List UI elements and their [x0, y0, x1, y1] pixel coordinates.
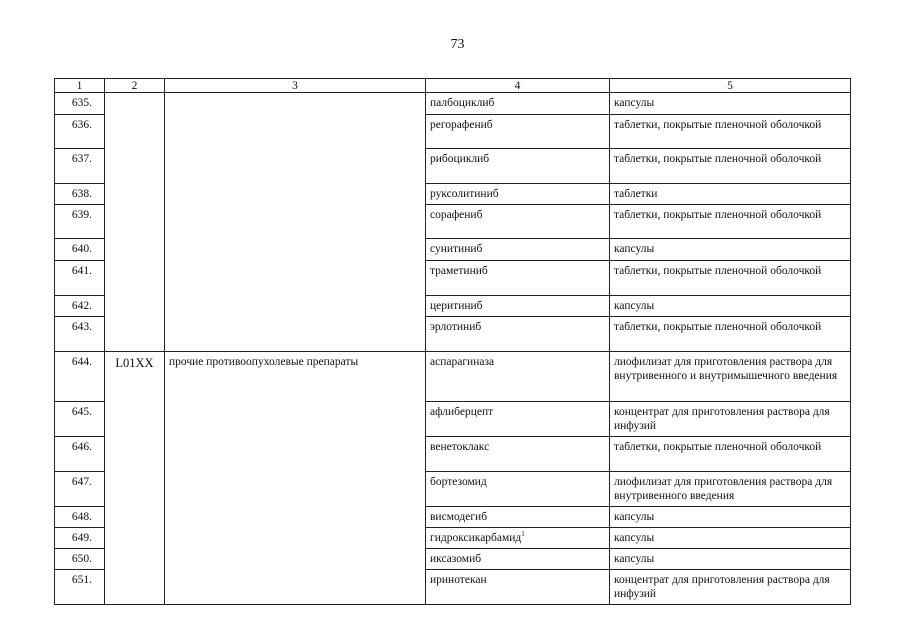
row-number: 636. [55, 115, 105, 149]
atc-code [105, 507, 165, 528]
dosage-form: капсулы [610, 296, 851, 317]
drug-name: траметиниб [430, 265, 488, 277]
page-number: 73 [450, 37, 465, 52]
drug-name: рибоциклиб [430, 153, 490, 165]
drug-name: эрлотиниб [430, 321, 482, 333]
group-name [165, 528, 426, 549]
drug-name: палбоциклиб [430, 97, 495, 109]
drug-name-cell [426, 261, 610, 296]
dosage-form: капсулы [610, 93, 851, 115]
drug-name: висмодегиб [430, 511, 488, 523]
column-header: 4 [426, 79, 610, 93]
group-name [165, 507, 426, 528]
drug-name: иксазомиб [430, 553, 482, 565]
group-name [165, 402, 426, 437]
group-name [165, 239, 426, 261]
drug-name-cell [426, 437, 610, 472]
group-name [165, 472, 426, 507]
group-name: прочие противоопухолевые препараты [165, 352, 426, 402]
drug-name-cell [426, 205, 610, 239]
row-number: 635. [55, 93, 105, 115]
atc-code [105, 296, 165, 317]
table-row [55, 507, 851, 528]
row-number: 651. [55, 570, 105, 605]
drug-name-cell [426, 528, 610, 549]
dosage-form: таблетки, покрытые пленочной оболочкой [610, 437, 851, 472]
drug-name: руксолитиниб [430, 188, 499, 200]
dosage-form: таблетки, покрытые пленочной оболочкой [610, 149, 851, 184]
drug-name-cell [426, 570, 610, 605]
atc-code [105, 239, 165, 261]
drug-name-cell [426, 115, 610, 149]
dosage-form: лиофилизат для приготовления раствора для внутривенного введения [610, 472, 851, 507]
atc-code [105, 528, 165, 549]
drug-name: сунитиниб [430, 243, 483, 255]
dosage-form: капсулы [610, 549, 851, 570]
drug-name: афлиберцепт [430, 406, 494, 418]
drug-name-cell [426, 184, 610, 205]
group-name [165, 115, 426, 149]
atc-code [105, 570, 165, 605]
group-name [165, 437, 426, 472]
dosage-form: концентрат для приготовления раствора для инфузий [610, 570, 851, 605]
row-number: 639. [55, 205, 105, 239]
drug-name-cell [426, 352, 610, 402]
column-header: 5 [610, 79, 851, 93]
table-row [55, 93, 851, 115]
drug-name: сорафениб [430, 209, 483, 221]
drug-name-cell [426, 93, 610, 115]
atc-code [105, 472, 165, 507]
drug-name: иринотекан [430, 574, 487, 586]
dosage-form: таблетки, покрытые пленочной оболочкой [610, 115, 851, 149]
group-name [165, 184, 426, 205]
group-name [165, 93, 426, 115]
drug-name-cell [426, 296, 610, 317]
row-number: 650. [55, 549, 105, 570]
atc-code [105, 317, 165, 352]
table-row [55, 317, 851, 352]
row-number: 649. [55, 528, 105, 549]
dosage-form: таблетки [610, 184, 851, 205]
column-header: 2 [105, 79, 165, 93]
row-number: 640. [55, 239, 105, 261]
drug-name-cell [426, 402, 610, 437]
group-name [165, 149, 426, 184]
row-number: 645. [55, 402, 105, 437]
row-number: 644. [55, 352, 105, 402]
drug-name-cell [426, 149, 610, 184]
dosage-form: таблетки, покрытые пленочной оболочкой [610, 261, 851, 296]
medication-table [54, 78, 851, 605]
atc-code [105, 93, 165, 115]
table-row [55, 239, 851, 261]
atc-code: L01XX [105, 352, 165, 402]
table-row [55, 352, 851, 402]
column-header: 1 [55, 79, 105, 93]
row-number: 638. [55, 184, 105, 205]
atc-code [105, 437, 165, 472]
table-row [55, 296, 851, 317]
footnote-marker: 1 [521, 530, 525, 539]
dosage-form: таблетки, покрытые пленочной оболочкой [610, 317, 851, 352]
atc-code [105, 205, 165, 239]
table-row [55, 149, 851, 184]
group-name [165, 205, 426, 239]
table-row [55, 205, 851, 239]
drug-name: бортезомид [430, 476, 487, 488]
group-name [165, 261, 426, 296]
atc-code [105, 184, 165, 205]
table-row [55, 472, 851, 507]
column-header: 3 [165, 79, 426, 93]
table-row [55, 115, 851, 149]
atc-code [105, 402, 165, 437]
dosage-form: капсулы [610, 528, 851, 549]
row-number: 643. [55, 317, 105, 352]
drug-name-cell [426, 507, 610, 528]
drug-name-cell [426, 317, 610, 352]
group-name [165, 317, 426, 352]
dosage-form: лиофилизат для приготовления раствора для внутривенного и внутримышечного введения [610, 352, 851, 402]
table-row [55, 402, 851, 437]
drug-name: церитиниб [430, 300, 483, 312]
drug-name-cell [426, 472, 610, 507]
drug-name: венетоклакс [430, 441, 490, 453]
table-row [55, 184, 851, 205]
drug-name-cell [426, 239, 610, 261]
drug-name: аспарагиназа [430, 356, 495, 368]
row-number: 641. [55, 261, 105, 296]
dosage-form: концентрат для приготовления раствора для инфузий [610, 402, 851, 437]
group-name [165, 296, 426, 317]
table-header-row [55, 79, 851, 93]
dosage-form: таблетки, покрытые пленочной оболочкой [610, 205, 851, 239]
table-row [55, 570, 851, 605]
dosage-form: капсулы [610, 507, 851, 528]
row-number: 646. [55, 437, 105, 472]
drug-name-cell [426, 549, 610, 570]
table-row [55, 437, 851, 472]
atc-code [105, 549, 165, 570]
row-number: 647. [55, 472, 105, 507]
drug-name: регорафениб [430, 119, 493, 131]
row-number: 648. [55, 507, 105, 528]
atc-code [105, 261, 165, 296]
group-name [165, 549, 426, 570]
drug-name: гидроксикарбамид [430, 532, 522, 544]
atc-code [105, 115, 165, 149]
row-number: 642. [55, 296, 105, 317]
group-name [165, 570, 426, 605]
table-row [55, 528, 851, 549]
dosage-form: капсулы [610, 239, 851, 261]
row-number: 637. [55, 149, 105, 184]
table-row [55, 549, 851, 570]
atc-code [105, 149, 165, 184]
table-row [55, 261, 851, 296]
